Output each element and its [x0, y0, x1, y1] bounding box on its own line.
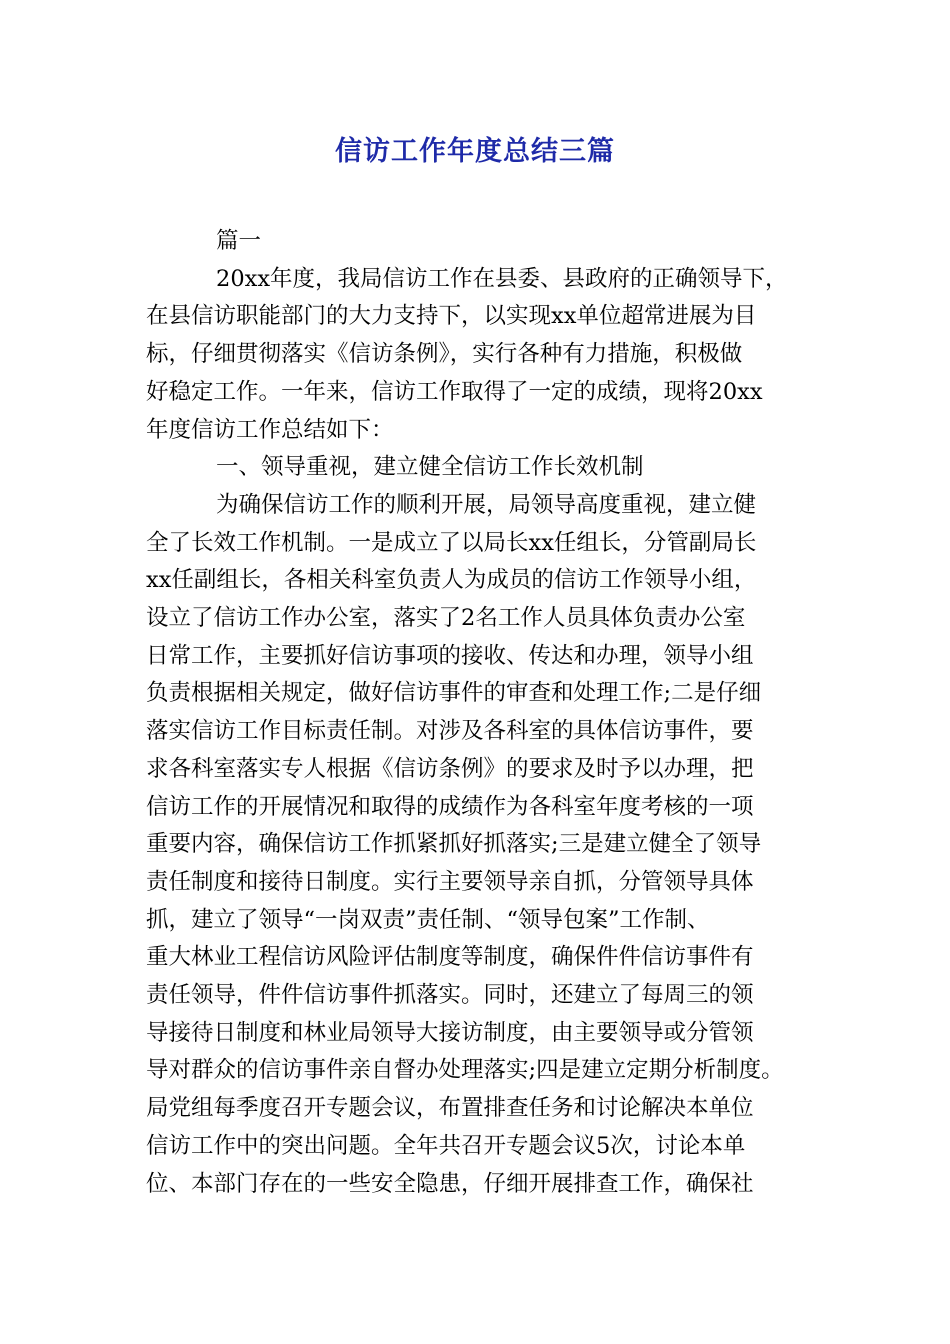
body-text-line: 标，仔细贯彻落实《信访条例》，实行各种有力措施，积极做 [146, 341, 743, 367]
section-heading: 篇一 [216, 228, 262, 254]
body-text-line: 日常工作，主要抓好信访事项的接收、传达和办理，领导小组 [146, 643, 754, 669]
body-text-line: 好稳定工作。一年来，信访工作取得了一定的成绩，现将20xx [146, 379, 763, 405]
body-text-line: 求各科室落实专人根据《信访条例》的要求及时予以办理，把 [146, 756, 754, 782]
body-text-line: 年度信访工作总结如下： [146, 417, 394, 443]
body-text-line: 抓，建立了领导“一岗双责”责任制、“领导包案”工作制、 [146, 907, 710, 933]
body-text-line: 落实信访工作目标责任制。对涉及各科室的具体信访事件，要 [146, 718, 754, 744]
body-text-line: 重要内容，确保信访工作抓紧抓好抓落实;三是建立健全了领导 [146, 831, 762, 857]
body-text-line: 负责根据相关规定，做好信访事件的审查和处理工作;二是仔细 [146, 680, 762, 706]
body-text-line: 全了长效工作机制。一是成立了以局长xx任组长，分管副局长 [146, 530, 757, 556]
body-text-line: 20xx年度，我局信访工作在县委、县政府的正确领导下， [216, 266, 788, 292]
body-text-line: 导接待日制度和林业局领导大接访制度，由主要领导或分管领 [146, 1020, 754, 1046]
body-text-line: 设立了信访工作办公室，落实了2名工作人员具体负责办公室 [146, 605, 746, 631]
body-text-line: 责任领导，件件信访事件抓落实。同时，还建立了每周三的领 [146, 982, 754, 1008]
body-text-line: 导对群众的信访事件亲自督办处理落实;四是建立定期分析制度。 [146, 1057, 784, 1083]
body-text-line: xx任副组长，各相关科室负责人为成员的信访工作领导小组， [146, 567, 757, 593]
body-text-line: 重大林业工程信访风险评估制度等制度，确保件件信访事件有 [146, 944, 754, 970]
body-text-line: 信访工作的开展情况和取得的成绩作为各科室年度考核的一项 [146, 794, 754, 820]
body-text-line: 为确保信访工作的顺利开展，局领导高度重视，建立健 [216, 492, 757, 518]
body-text-line: 位、本部门存在的一些安全隐患，仔细开展排查工作，确保社 [146, 1171, 754, 1197]
document-title: 信访工作年度总结三篇 [335, 136, 615, 167]
body-text-line: 局党组每季度召开专题会议，布置排查任务和讨论解决本单位 [146, 1095, 754, 1121]
body-text-line: 一、领导重视，建立健全信访工作长效机制 [216, 454, 644, 480]
body-text-line: 责任制度和接待日制度。实行主要领导亲自抓，分管领导具体 [146, 869, 754, 895]
body-text-line: 在县信访职能部门的大力支持下，以实现xx单位超常进展为目 [146, 303, 757, 329]
body-text-line: 信访工作中的突出问题。全年共召开专题会议5次，讨论本单 [146, 1133, 746, 1159]
